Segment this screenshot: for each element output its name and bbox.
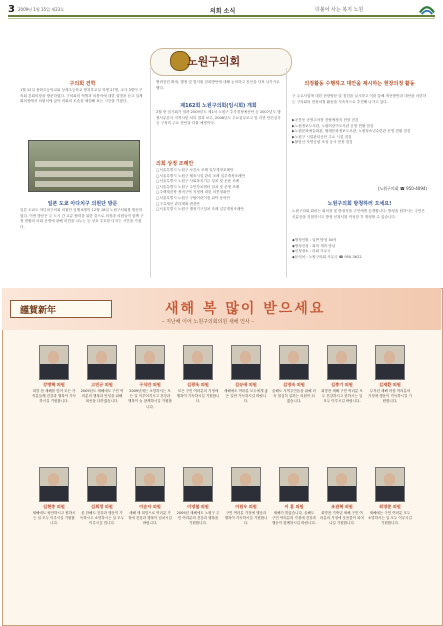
member-message: 구민 여러분 가정에 행운과 행복이 가득하시길 기원합니다. xyxy=(224,511,268,526)
article-text-gallery: 노원구의회 회의는 회의장 및 방청석을 주민에게 공개합니다. 방청을 원하시는 주민은 신분증을 지참하시고 방청 신청서를 작성한 후 방청할 수 있습니다. xyxy=(292,209,425,219)
article-text-session: 2월 중 임시회가 열려 2009년도 제1차 노원구 추가경정예산안 등 2007년도 행정사무감사 지적사항 처리 결과 보고, 2008년도 주요업무보고 및 각종 안건심사 등 구정의 주요 현안을 다룰 예정이다. xyxy=(156,110,281,126)
member-message: 2009년도 새해에도 구민 여러분의 행복과 안녕을 위해 최선을 다하겠습니다. xyxy=(80,389,124,404)
member-name: 김현중 의원 xyxy=(43,504,65,509)
council-member-card xyxy=(128,467,172,527)
field-list xyxy=(292,118,427,146)
district-logo-icon xyxy=(418,2,436,16)
member-message: 2009년 새해에도 노원구 주민 여러분의 건강과 행복을 기원합니다. xyxy=(176,511,220,526)
member-portrait xyxy=(183,467,213,502)
section-title: 의회 소식 xyxy=(210,8,236,15)
member-portrait xyxy=(279,467,309,502)
list-item: ◆방청인원 : 일반 방청 30석 xyxy=(292,238,337,242)
column-divider xyxy=(286,68,287,278)
page-number: 3 xyxy=(8,4,15,15)
member-portrait xyxy=(327,467,357,502)
list-item: □서울특별시 노원구 보건소 조례 일부개정조례안 xyxy=(156,168,234,172)
member-message: 모든 구민 여러분의 가정에 행복이 가득하시길 기원합니다. xyxy=(176,389,220,404)
member-name: 강병혁 의원 xyxy=(43,382,65,387)
greeting-title: 새해 복 많이 받으세요 xyxy=(165,301,326,317)
member-name: 최영준 의원 xyxy=(379,504,401,509)
list-item: □구유재산 관리계획 변경안 xyxy=(156,201,200,206)
article-text-visit: 1월 12일 용화초등학교와 상계초등학교 방과후교실 학생 27명, 교사 3명이 구의회 본회의장을 방문하였다. 구의회의 역할과 의장석에 대한 설명을 듣고 실제 회의장에서 의원석에 앉아 의회의 모습을 체험해 보는 시간을 가졌다. xyxy=(20,88,143,104)
member-message: 새해에도 평안하시고 원하시는 일 모두 이루시길 기원합니다. xyxy=(32,511,76,526)
member-name: 김희경 의원 xyxy=(91,504,113,509)
member-message: 희망찬 새해 구민 여러분 모두 건강하시고 뜻하시는 일 모두 이루시길 바랍니다. xyxy=(321,389,363,404)
member-portrait xyxy=(183,345,213,380)
greeting-subtitle: – 지난해 이어 노원구의회의원 새해 인사 – xyxy=(162,319,254,325)
list-item: □서울특별시 노원구 행정기구설치 조례 일부개정조례안 xyxy=(156,207,244,212)
member-name: 이원우 의원 xyxy=(235,504,257,509)
member-message: 새해가 밝았습니다. 올해도 구민 여러분의 가정에 건강과 행운이 함께하시길 바랍니다. xyxy=(272,511,316,526)
new-year-badge-text: 謹賀新年 xyxy=(20,306,57,316)
member-portrait xyxy=(375,467,405,502)
council-member-card xyxy=(272,345,316,405)
article-text-intro: 협력증진 확대, 행정 및 법지원 강화방안에 대해 논의하고 친선을 다져 나가기로 했다. xyxy=(156,80,280,90)
member-name: 조관혁 의원 xyxy=(331,504,353,509)
member-message: 새해에는 구민 여러분 모두 소망하시는 일 모두 이루시길 기원합니다. xyxy=(368,511,412,526)
column-divider xyxy=(150,68,151,278)
article-heading-visit: 구의회 견학 xyxy=(69,81,96,87)
member-name: 이영철 의원 xyxy=(187,504,209,509)
member-name: 고민규 의원 xyxy=(91,382,113,387)
member-portrait xyxy=(39,467,69,502)
member-message: 희망 찬 새해를 맞아 모든 가족분들께 건강과 행복이 가득하시길 기원합니다. xyxy=(32,389,76,404)
member-name: 김승애 의원 xyxy=(235,382,257,387)
council-member-card xyxy=(320,345,364,405)
member-name: 김광욱 의원 xyxy=(187,382,209,387)
council-member-card xyxy=(80,345,124,405)
header-rule-thin xyxy=(8,18,435,19)
member-portrait xyxy=(375,345,405,380)
header-slogan: 더불어 사는 복지 노원 xyxy=(315,7,364,13)
member-portrait xyxy=(231,345,261,380)
member-message: 희망찬 기축년 새해 구민 여러분의 가정에 웃음꽃이 피어나길 기원합니다. xyxy=(320,511,364,526)
member-portrait xyxy=(135,345,165,380)
member-portrait xyxy=(39,345,69,380)
council-member-card xyxy=(368,345,412,405)
council-member-card xyxy=(320,467,364,527)
article-text-tokyo: 일본 도쿄도 아다치구의회 의원단 일행 8명이 12월 18일 노원구의회를 방문하였다. 이번 방문은 두 도시 간 교류 협력을 위한 것으로 의장과 의원들이 함께 구정 현황과 의회 운영에 관해 의견을 나누는 등 상호 우호를 다지는 시간을 가졌다. xyxy=(20,208,144,229)
issue-date: 2009년 1월 15일 제23호 xyxy=(18,7,65,12)
member-message: 새해에도 여러분 모두에게 좋은 일만 가득하시길 바랍니다. xyxy=(224,389,268,404)
article-heading-tokyo: 일본 도쿄 아다치구 의원단 방문 xyxy=(47,201,118,207)
list-item: ◆문의처 : 노원구의회 사무국 ☎ 950-3622 xyxy=(292,254,362,259)
gallery-info xyxy=(292,238,427,260)
list-item: □서울특별시 노원구 주민자치센터 설치 및 운영 조례 xyxy=(156,184,240,189)
member-portrait xyxy=(87,345,117,380)
council-member-card xyxy=(224,345,268,405)
council-member-card xyxy=(128,345,172,410)
member-name: 김종기 의원 xyxy=(331,382,353,387)
ordinance-list xyxy=(156,168,281,213)
council-member-card xyxy=(176,467,220,527)
council-member-card xyxy=(224,467,268,527)
list-item: ▶불암산 자연공원 조성 공사 현장 점검 xyxy=(292,140,353,145)
header-rule xyxy=(8,15,435,17)
article-text-field: 구 주요사업에 대한 현장방문 및 점검을 실시하고 이를 통해 개선방안과 대안을 마련하는 구의회의 현장의정 활동을 지속적으로 추진해 나가고 있다. xyxy=(292,94,427,104)
article-heading-session: 제162회 노원구의회(임시회) 개회 xyxy=(180,103,257,109)
member-name: 김영숙 의원 xyxy=(283,382,305,387)
council-member-card xyxy=(272,467,316,527)
council-member-card xyxy=(176,345,220,405)
list-item: □서울특별시 노원구 구립어린이집 위탁 동의안 xyxy=(156,195,230,200)
council-member-card xyxy=(32,467,76,527)
council-banner-title: 노원구의회 xyxy=(187,55,241,68)
list-item: ▶노원구 시설관리공단 주요 시설 점검 xyxy=(292,134,352,139)
list-item: ▶노원정보도서관, 노원어린이도서관 공영 현황 점검 xyxy=(292,123,374,128)
member-portrait xyxy=(135,467,165,502)
list-item: ▶공릉동 공영주차장 건립예정지 현장 점검 xyxy=(292,118,359,122)
article-heading-ordinance: 의회 상정 조례안 xyxy=(156,161,194,167)
list-item: □서울특별시 노원구 체육시설 관리 조례 일부개정조례안 xyxy=(156,173,245,178)
member-message: 올해도 지역주민들을 위해 더욱 열심히 일하는 의원이 되겠습니다. xyxy=(272,389,316,404)
council-member-card xyxy=(368,467,412,527)
list-item: □서울특별시 노원구 사회복지기금 설치 및 운용 조례 xyxy=(156,179,240,184)
list-item: ▶노원문화예술회관, 월계문화정보도서관, 노원청소년수련관 운영 현황 점검 xyxy=(292,129,411,134)
member-message: 무자년 새해 아침 여러분의 가정에 행운이 가득하시길 기원합니다. xyxy=(368,389,412,404)
member-portrait xyxy=(279,345,309,380)
member-name: 이 훈 의원 xyxy=(284,504,304,509)
list-item: ◆신청장소 : 의회 사무국 xyxy=(292,249,331,254)
member-portrait xyxy=(327,345,357,380)
member-name: 구식만 의원 xyxy=(139,382,161,387)
article-heading-gallery: 노원구의회 방청하러 오세요! xyxy=(327,201,392,207)
council-member-card xyxy=(32,345,76,405)
council-hall-photo xyxy=(28,140,140,192)
new-year-greeting-panel xyxy=(2,288,443,626)
member-name: 이순자 의원 xyxy=(139,504,161,509)
member-message: 올 한해도 건강과 행운이 가득하시고 소망하시는 일 모두 이루시길 빕니다. xyxy=(80,511,124,526)
list-item: □주택재건축 정비구역 지정에 대한 의견청취안 xyxy=(156,190,230,195)
contact-council: (노원구의회 ☎ 950-4094) xyxy=(377,186,427,191)
member-portrait xyxy=(87,467,117,502)
member-message: 2009년에는 소망하시는 모든 일 이루어지시고 건강과 행복이 늘 함께하시길 기원합니다. xyxy=(128,389,172,409)
member-portrait xyxy=(231,467,261,502)
member-message: 새해 새 희망으로 여러분 가정에 건강과 행복이 넘치시길 바랍니다. xyxy=(128,511,172,526)
article-heading-field: 의정활동 수행하고 대안을 제시하는 현장의정 활동 xyxy=(304,81,415,87)
council-member-card xyxy=(80,467,124,527)
member-name: 김재환 의원 xyxy=(379,382,401,387)
list-item: ◆방청신청 : 회의 개의 당일 xyxy=(292,243,336,248)
